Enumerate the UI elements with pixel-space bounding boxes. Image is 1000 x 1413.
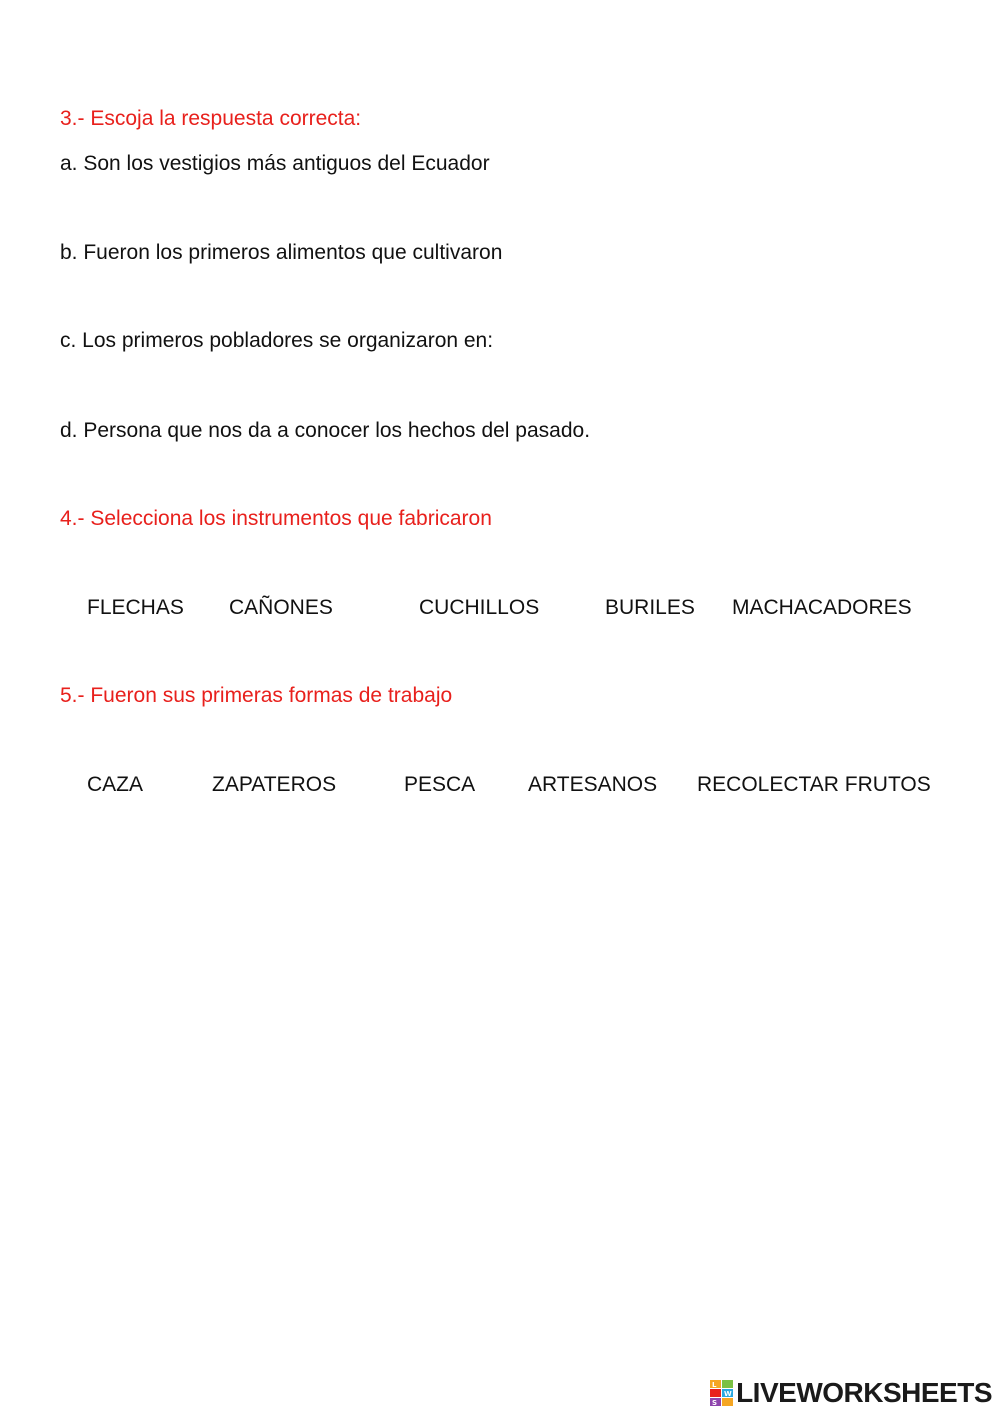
section-4-heading: 4.- Selecciona los instrumentos que fabricaron bbox=[60, 507, 492, 530]
liveworksheets-logo-text: LIVEWORKSHEETS bbox=[736, 1377, 992, 1408]
option-canones[interactable]: CAÑONES bbox=[229, 596, 333, 619]
liveworksheets-logo-icon bbox=[710, 1380, 734, 1406]
option-artesanos[interactable]: ARTESANOS bbox=[528, 773, 658, 796]
section-3-heading: 3.- Escoja la respuesta correcta: bbox=[60, 107, 362, 130]
svg-text:L: L bbox=[712, 1381, 717, 1389]
svg-text:W: W bbox=[724, 1390, 732, 1398]
liveworksheets-logo bbox=[710, 1378, 992, 1408]
question-a: a. Son los vestigios más antiguos del Ecuador bbox=[60, 152, 490, 175]
section-5-heading: 5.- Fueron sus primeras formas de trabajo bbox=[60, 684, 453, 707]
option-cuchillos[interactable]: CUCHILLOS bbox=[419, 596, 540, 619]
option-flechas[interactable]: FLECHAS bbox=[87, 596, 184, 619]
question-d: d. Persona que nos da a conocer los hechos del pasado. bbox=[60, 419, 591, 442]
option-recolectar-frutos[interactable]: RECOLECTAR FRUTOS bbox=[697, 773, 931, 796]
option-caza[interactable]: CAZA bbox=[87, 773, 144, 796]
svg-text:S: S bbox=[712, 1399, 718, 1406]
option-pesca[interactable]: PESCA bbox=[404, 773, 476, 796]
option-machacadores[interactable]: MACHACADORES bbox=[732, 596, 912, 619]
question-b: b. Fueron los primeros alimentos que cultivaron bbox=[60, 241, 503, 264]
option-zapateros[interactable]: ZAPATEROS bbox=[212, 773, 337, 796]
question-c: c. Los primeros pobladores se organizaron en: bbox=[60, 329, 494, 352]
option-buriles[interactable]: BURILES bbox=[605, 596, 695, 619]
